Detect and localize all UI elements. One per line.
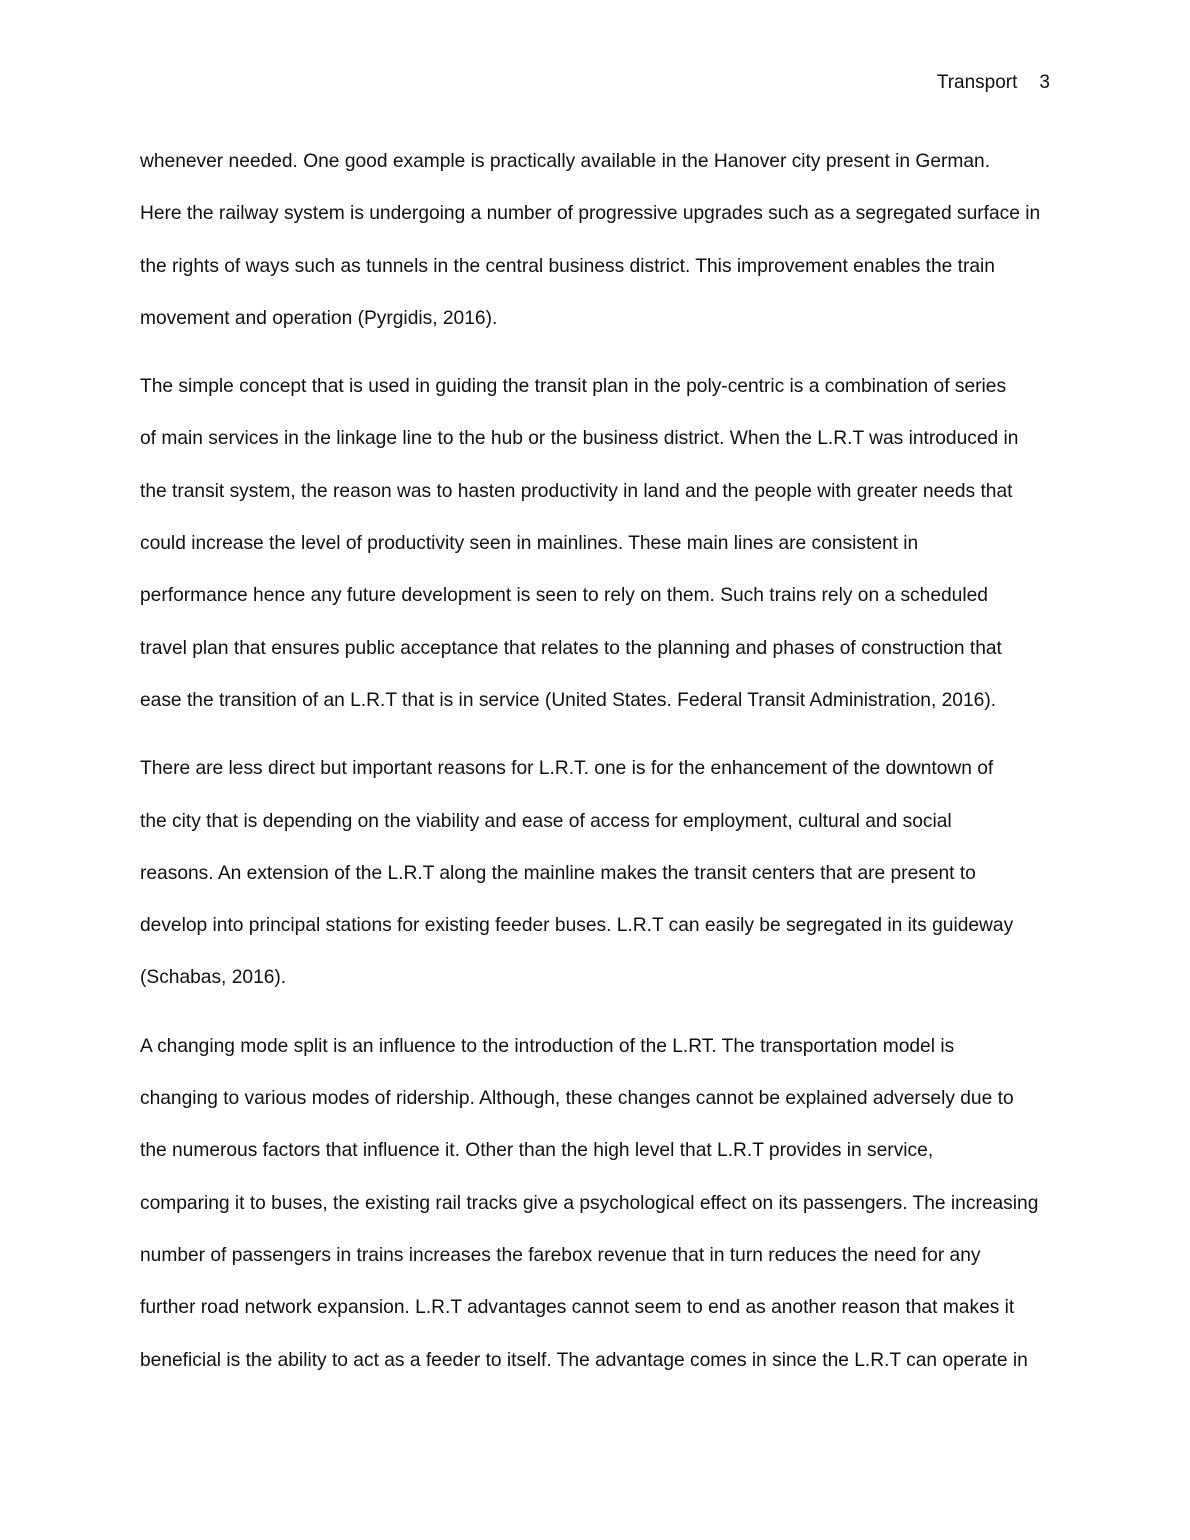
paragraph <box>140 136 1055 345</box>
text-line: movement and operation (Pyrgidis, 2016). <box>140 307 498 329</box>
text-line: beneficial is the ability to act as a feeder to itself. The advantage comes in since the L.R.T can operate in <box>140 1349 1028 1371</box>
text-line: develop into principal stations for existing feeder buses. L.R.T can easily be segregated in its guideway <box>140 915 1014 937</box>
text-line: number of passengers in trains increases the farebox revenue that in turn reduces the need for any <box>140 1244 981 1266</box>
text-line: reasons. An extension of the L.R.T along the mainline makes the transit centers that are present to <box>140 862 976 884</box>
text-line: comparing it to buses, the existing rail tracks give a psychological effect on its passengers. The increasing <box>140 1192 1039 1214</box>
text-line: the numerous factors that influence it. Other than the high level that L.R.T provides in service, <box>140 1140 934 1162</box>
text-line: ease the transition of an L.R.T that is in service (United States. Federal Transit Administration, 2016). <box>140 689 997 711</box>
text-line: performance hence any future development is seen to rely on them. Such trains rely on a scheduled <box>140 585 988 607</box>
paragraph <box>140 361 1055 727</box>
page-number: 3 <box>1039 72 1050 93</box>
text-line: of main services in the linkage line to the hub or the business district. When the L.R.T was introduced in <box>140 428 1019 450</box>
text-line: There are less direct but important reasons for L.R.T. one is for the enhancement of the downtown of <box>140 758 994 780</box>
text-line: Here the railway system is undergoing a number of progressive upgrades such as a segregated surface in <box>140 203 1041 225</box>
header-title: Transport <box>936 72 1018 93</box>
text-line: the transit system, the reason was to hasten productivity in land and the people with greater needs that <box>140 480 1013 502</box>
text-line: (Schabas, 2016). <box>140 967 287 989</box>
text-line: A changing mode split is an influence to the introduction of the L.RT. The transportation model is <box>140 1035 955 1057</box>
paragraph <box>140 743 1055 1004</box>
document-body <box>140 136 1055 1403</box>
text-line: The simple concept that is used in guiding the transit plan in the poly-centric is a combination of series <box>140 376 1007 398</box>
text-line: travel plan that ensures public acceptance that relates to the planning and phases of construction that <box>140 637 1002 659</box>
text-line: the rights of ways such as tunnels in the central business district. This improvement enables the train <box>140 255 995 277</box>
text-line: whenever needed. One good example is practically available in the Hanover city present in German. <box>140 151 991 172</box>
text-line: changing to various modes of ridership. Although, these changes cannot be explained adversely due to <box>140 1088 1014 1110</box>
paragraph <box>140 1021 1055 1387</box>
text-line: further road network expansion. L.R.T advantages cannot seem to end as another reason that makes it <box>140 1297 1015 1319</box>
running-header <box>915 72 1050 94</box>
text-line: could increase the level of productivity seen in mainlines. These main lines are consistent in <box>140 533 919 555</box>
text-line: the city that is depending on the viability and ease of access for employment, cultural and social <box>140 810 952 832</box>
